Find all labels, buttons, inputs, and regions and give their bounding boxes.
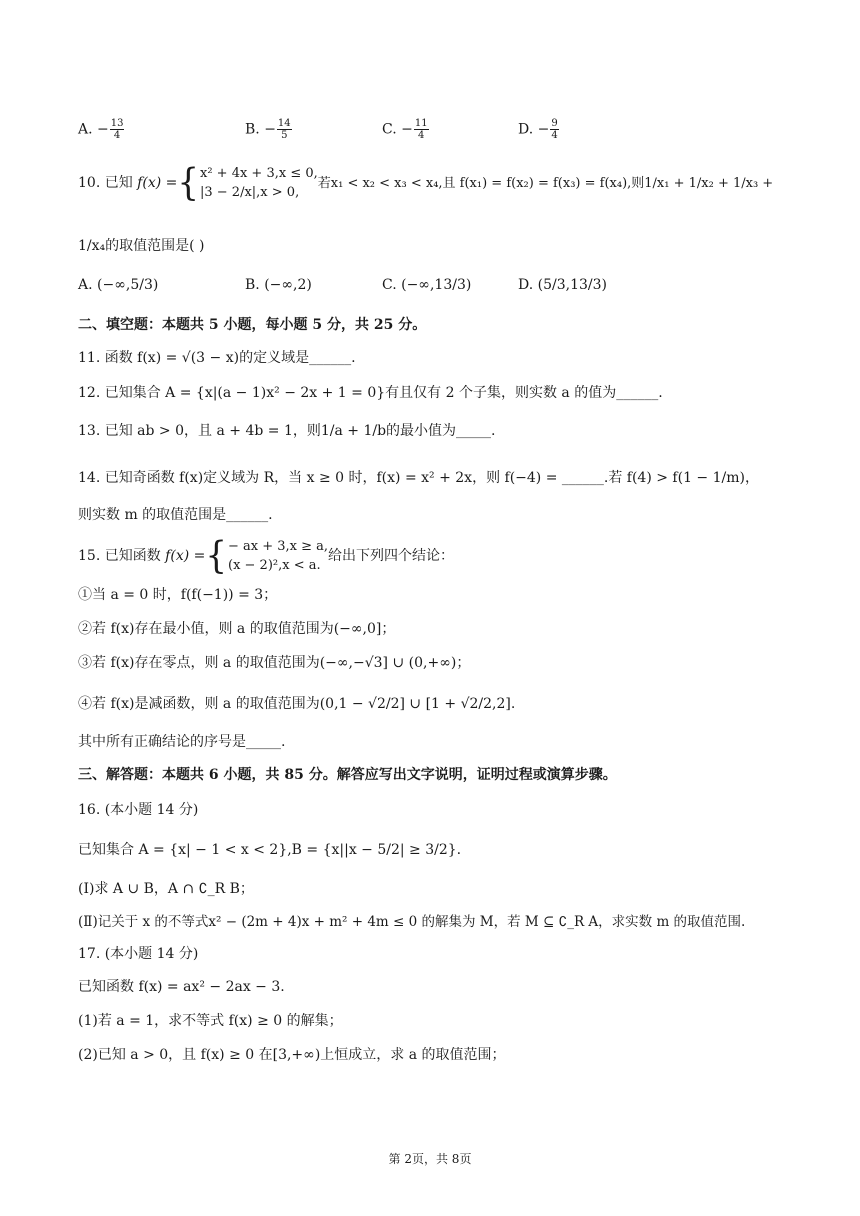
section2-title: 二、填空题：本题共 5 小题，每小题 5 分，共 25 分。 (78, 317, 427, 333)
circled-4-mark: ④ (78, 696, 92, 712)
circled-3-mark: ③ (78, 655, 92, 671)
q10-option-b: B. (−∞,2) (245, 277, 312, 293)
q9-option-a: A. − $\frac{13}{4}$ (78, 118, 124, 141)
q17-given: 已知函数 f(x) = ax² − 2ax − 3. (78, 979, 285, 995)
q16-part1: (Ⅰ)求 A ∪ B，A ∩ ∁_R B； (78, 881, 254, 897)
q10-case2: |3 − 2/x|,x > 0, (200, 185, 300, 200)
q10-case1: x² + 4x + 3,x ≤ 0, (200, 166, 318, 181)
q10-condition: 若x₁ < x₂ < x₃ < x₄,且 f(x₁) = f(x₂) = f(x₃) = f(x₄),则1/x₁ + 1/x₂ + 1/x₃ + (317, 176, 774, 191)
q14-line1: 14. 已知奇函数 f(x)定义域为 R，当 x ≥ 0 时，f(x) = x² + 2x，则 f(−4) = ______.若 f(4) > f(1 − 1/m)， (78, 470, 759, 486)
q11: 11. 函数 f(x) = √(3 − x)的定义域是______. (78, 350, 356, 366)
q10-option-d: D. (5/3,13/3) (518, 277, 607, 293)
q16-part2: (Ⅱ)记关于 x 的不等式x² − (2m + 4)x + m² + 4m ≤ 0 的解集为 M，若 M ⊆ ∁_R A，求实数 m 的取值范围. (78, 914, 746, 930)
q10-number: 10. 已知 (78, 175, 133, 191)
q15-case1: − ax + 3,x ≥ a, (228, 539, 329, 554)
q10-continuation: 1/x₄的取值范围是( ) (78, 238, 205, 254)
q15-number: 15. 已知函数 (78, 548, 161, 564)
q10-stem (78, 163, 773, 204)
q15-item-3-text: 若 f(x)存在零点，则 a 的取值范围为(−∞,−√3] ∪ (0,+∞)； (92, 655, 471, 671)
q15-item-1-text: 当 a = 0 时，f(f(−1)) = 3； (92, 587, 278, 603)
section3-title: 三、解答题：本题共 6 小题，共 85 分。解答应写出文字说明，证明过程或演算步骤。 (78, 767, 617, 783)
q17-part1: (1)若 a = 1，求不等式 f(x) ≥ 0 的解集； (78, 1013, 343, 1029)
q10-option-c: C. (−∞,13/3) (382, 277, 472, 293)
q9-option-d: D. − $\frac{9}{4}$ (518, 118, 558, 141)
q9-option-b: B. − $\frac{14}{5}$ (245, 118, 291, 141)
q15-tail: 给出下列四个结论： (328, 548, 455, 564)
q15-item-2-text: 若 f(x)存在最小值，则 a 的取值范围为(−∞,0]； (92, 621, 396, 637)
q17-part2: (2)已知 a > 0，且 f(x) ≥ 0 在[3,+∞)上恒成立，求 a 的取值范围； (78, 1047, 506, 1063)
circled-1-mark: ① (78, 587, 92, 603)
q10-fx: f(x) = (137, 175, 178, 191)
q10-option-a: A. (−∞,5/3) (78, 277, 159, 293)
q12: 12. 已知集合 A = {x|(a − 1)x² − 2x + 1 = 0}有且仅有 2 个子集，则实数 a 的值为______. (78, 385, 663, 401)
q9-option-c: C. − $\frac{11}{4}$ (382, 118, 428, 141)
q15-item-4 (78, 694, 515, 714)
q15-fx: f(x) = (165, 548, 206, 564)
q17-header: 17. (本小题 14 分) (78, 946, 199, 962)
q15-cases (228, 537, 328, 575)
q15-item-2 (78, 619, 395, 639)
q10-cases (200, 164, 318, 202)
page-footer: 第 2页，共 8页 (388, 1152, 472, 1166)
q15-brace: { (205, 534, 227, 578)
q14-line2: 则实数 m 的取值范围是______. (78, 507, 273, 523)
q15-case2: (x − 2)²,x < a. (228, 558, 321, 573)
q16-given: 已知集合 A = {x| − 1 < x < 2},B = {x||x − 5/2| ≥ 3/2}. (78, 842, 462, 858)
circled-2-mark: ② (78, 621, 92, 637)
q15-item-1 (78, 585, 277, 605)
q15-item-3 (78, 653, 470, 673)
q15-item-4-text: 若 f(x)是减函数，则 a 的取值范围为(0,1 − √2/2] ∪ [1 + √2/2,2]. (92, 696, 516, 712)
q15-conclusion: 其中所有正确结论的序号是_____. (78, 734, 286, 750)
q10-brace: { (177, 161, 199, 205)
q16-header: 16. (本小题 14 分) (78, 802, 199, 818)
q15-stem (78, 536, 454, 576)
q13: 13. 已知 ab > 0，且 a + 4b = 1，则1/a + 1/b的最小值为_____. (78, 423, 496, 439)
